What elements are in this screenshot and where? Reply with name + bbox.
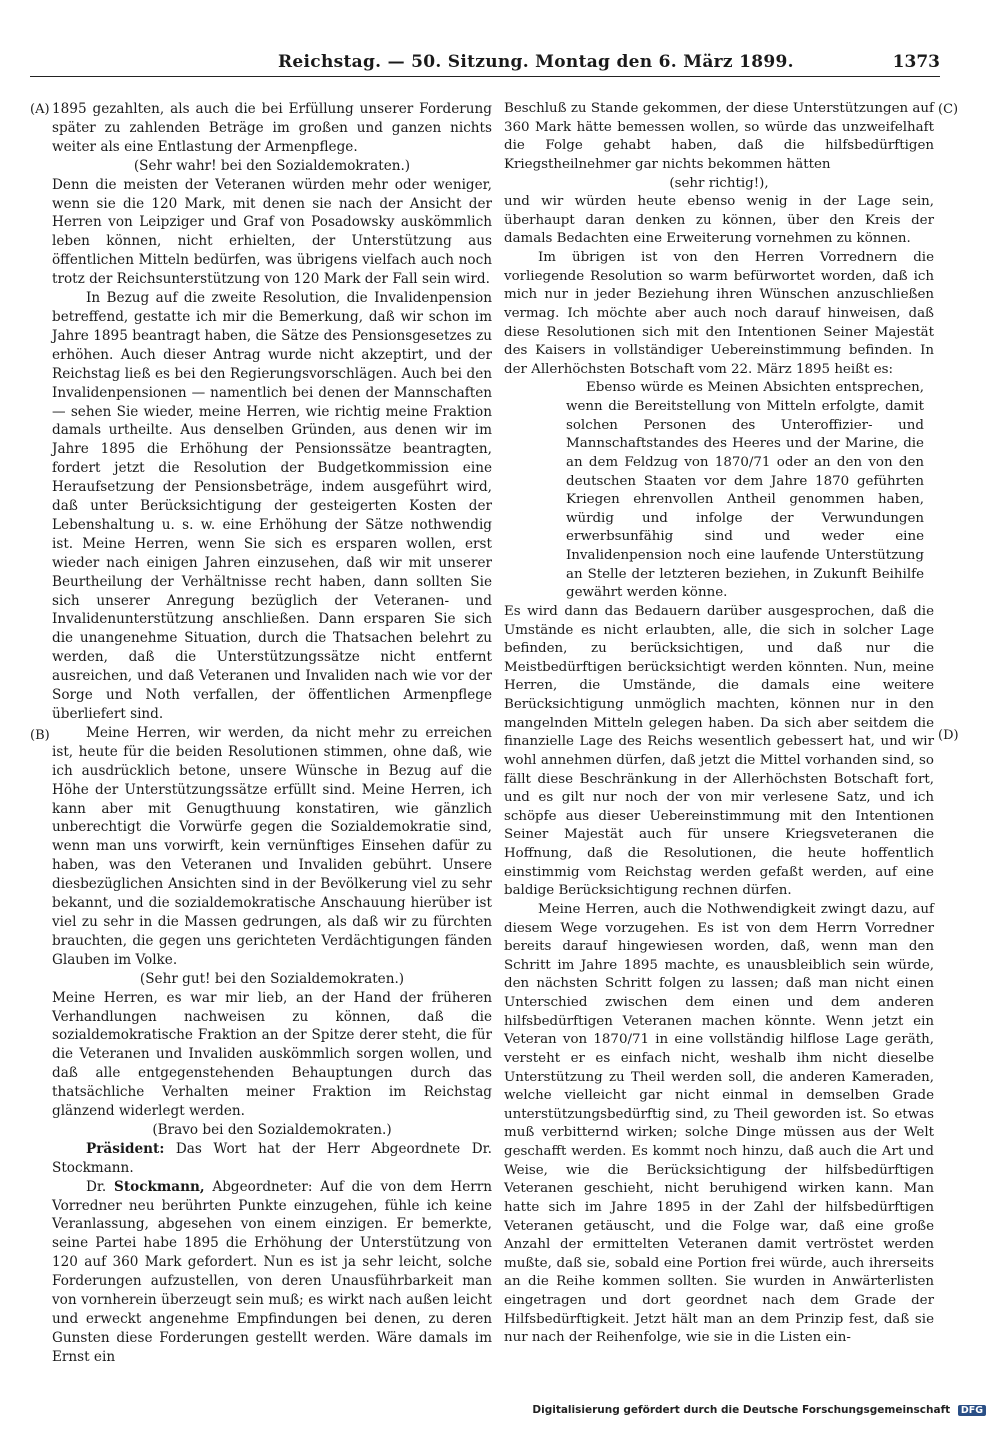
footer-credit [532, 1404, 986, 1416]
right-column [504, 100, 934, 1348]
interjection: (Bravo bei den Sozialdemokraten.) [152, 1121, 392, 1138]
paragraph: Im übrigen ist von den Herren Vorrednern die vorliegende Resolution so warm befürwortet worden, daß ich mich nur in jeder Beziehung ihren Wünschen anzuschließen vermag. Ich möchte aber auch noch darauf hinweisen, daß diese Resolutionen sich mit den Intentionen Seiner Majestät des Kaisers in vollständiger Uebereinstimmung befinden. In der Allerhöchsten Botschaft vom 22. März 1895 heißt es: [504, 250, 934, 377]
paragraph: Es wird dann das Bedauern darüber ausgesprochen, daß die Umstände es nicht erlaubten, alle, die sich in solcher Lage befinden, zu berücksichtigen, und daß nur die Meistbedürftigen berücksichtigt werden könnten. Nun, meine Herren, die Umstände, die damals eine weitere Berücksichtigung unmöglich machten, können nur in den mangelnden Mitteln gelegen haben. Da sich aber seitdem die finanzielle Lage des Reichs wesentlich gebessert hat, und wir wohl annehmen dürfen, daß jetzt die Mittel vorhanden sind, so fällt diese Beschränkung in der Allerhöchsten Botschaft fort, und es gilt nur noch der von mir verlesene Satz, und ich schöpfe aus dieser Uebereinstimmung mit den Intentionen Seiner Majestät auch für unsere Kriegsveteranen die Hoffnung, daß die Resolutionen, die heute hoffentlich einstimmig vom Reichstag werden gefaßt werden, auf eine baldige Berücksichtigung rechnen dürfen. [504, 603, 934, 899]
speaker-label: Stockmann, [114, 1178, 205, 1195]
margin-mark-b: (B) [30, 728, 50, 743]
page-number: 1373 [892, 52, 940, 72]
interjection: (Sehr wahr! bei den Sozialdemokraten.) [133, 157, 411, 174]
speaker-label: Präsident: [86, 1140, 165, 1157]
speaker-paragraph [52, 1178, 492, 1367]
dfg-logo: DFG [958, 1405, 986, 1416]
footer-text: Digitalisierung gefördert durch die Deutsche Forschungsgemeinschaft [532, 1404, 951, 1416]
speaker-title: Dr. [86, 1178, 107, 1195]
margin-mark-c: (C) [938, 102, 959, 117]
block-quote: Ebenso würde es Meinen Absichten entsprechen, wenn die Bereitstellung von Mitteln erfolgte, damit solchen Personen des Unteroffizier- und Mannschaftstandes des Heeres und der Marine, die an dem Feldzug von 1870/71 oder an den von den deutschen Staaten vor dem Jahre 1870 geführten Kriegen ehrenvollen Antheil genommen haben, würdig und infolge der Verwundungen erwerbsunfähig sind und weder eine Invalidenpension noch eine laufende Unterstützung an Stelle der letzteren beziehen, in Zukunft Beihilfe gewährt werden könne. [566, 380, 924, 601]
paragraph: Meine Herren, wir werden, da nicht mehr zu erreichen ist, heute für die beiden Resolutionen stimmen, ohne daß, wie ich ausdrücklich betone, unsere Wünsche in Bezug auf die Höhe der Unterstützungssätze erfüllt sind. Meine Herren, ich kann aber mit Genugthuung konstatiren, wie gänzlich unberechtigt die Vorwürfe gegen die Sozialdemokratie sind, wenn man uns vorwirft, kein vernünftiges Einsehen dafür zu haben, was den Veteranen und Invaliden gebührt. Unsere diesbezüglichen Ansichten sind in der Bevölkerung viel zu sehr bekannt, und die sozialdemokratische Anschauung hierüber ist viel zu sehr in die Massen gedrungen, als daß wir zu fürchten brauchten, die gegen uns gerichteten Verdächtigungen fänden Glauben im Volke. [52, 724, 492, 968]
speaker-paragraph [52, 1140, 492, 1178]
interjection: (Sehr gut! bei den Sozialdemokraten.) [139, 970, 405, 987]
paragraph: Meine Herren, es war mir lieb, an der Hand der früheren Verhandlungen nachweisen zu können, daß die sozialdemokratische Fraktion an der Spitze derer steht, die für die Veteranen und Invaliden auskömmlich sorgen wollen, und daß alle entgegenstehenden Behauptungen durch das thatsächliche Verhalten meiner Fraktion im Reichstag glänzend widerlegt werden. [52, 989, 492, 1120]
paragraph: und wir würden heute ebenso wenig in der Lage sein, überhaupt daran denken zu können, über den Kreis der damals Bedachten eine Erweiterung vornehmen zu können. [504, 194, 934, 247]
interjection: (sehr richtig!), [669, 175, 769, 191]
margin-mark-d: (D) [938, 728, 959, 743]
page-header [30, 50, 940, 77]
paragraph: In Bezug auf die zweite Resolution, die Invalidenpension betreffend, gestatte ich mir die Bemerkung, daß wir schon im Jahre 1895 beantragt haben, die Sätze des Pensionsgesetzes zu erhöhen. Auch dieser Antrag wurde nicht akzeptirt, und der Reichstag ließ es bei den Regierungsvorschlägen. Auch bei den Invalidenpensionen — namentlich bei denen der Mannschaften — sehen Sie wieder, meine Herren, wie richtig meine Fraktion damals urtheilte. Aus denselben Gründen, aus denen wir im Jahre 1895 die Erhöhung der Pensionssätze beantragten, fordert jetzt die Resolution der Budgetkommission eine Heraufsetzung der Pensionsbeträge, indem ausgeführt wird, daß unter Berücksichtigung der gesteigerten Kosten der Lebenshaltung u. s. w. eine Erhöhung der Sätze nothwendig ist. Meine Herren, wenn Sie sich es ersparen wollen, erst wieder nach einigen Jahren einzusehen, daß wir mit unserer Beurtheilung der Verhältnisse recht haben, dann sollten Sie sich unserer Anregung bezüglich der Veteranen- und Invalidenunterstützung anschließen. Dann ersparen Sie sich die unangenehme Situation, durch die Thatsachen belehrt zu werden, daß die Unterstützungssätze nicht entfernt ausreichen, und daß Veteranen und Invaliden nach wie vor der Sorge und Noth verfallen, der öffentlichen Armenpflege überliefert sind. [52, 290, 492, 722]
paragraph: Denn die meisten der Veteranen würden mehr oder weniger, wenn sie die 120 Mark, mit denen sie nach der Ansicht der Herren von Leipziger und Graf von Posadowsky auskömmlich leben können, nicht erhielten, der Unterstützung aus öffentlichen Mitteln bedürfen, was übrigens vielfach auch noch trotz der Reichsunterstützung von 120 Mark der Fall sein wird. [52, 176, 492, 288]
margin-mark-a: (A) [30, 102, 50, 117]
paragraph: Meine Herren, auch die Nothwendigkeit zwingt dazu, auf diesem Wege vorzugehen. Es ist von dem Herrn Vorredner bereits darauf hingewiesen worden, daß, wenn man den Schritt im Jahre 1895 machte, es unausbleiblich sein würde, den nächsten Schritt folgen zu lassen; daß man nicht einen Unterschied zwischen dem einen und dem anderen hilfsbedürftigen Veteranen machen könnte. Wenn jetzt ein Veteran von 1870/71 in eine vollständig hilflose Lage geräth, versteht er es einfach nicht, weshalb ihm nicht dieselbe Unterstützung zu Theil werden soll, die anderen Kameraden, welche vielleicht gar nicht einmal in demselben Grade unterstützungsbedürftig sind, zu Theil geworden ist. So etwas muß verbitternd wirken; solche Dinge müssen aus der Welt geschafft werden. Es kommt noch hinzu, daß auch die Art und Weise, wie die Berücksichtigung der hilfsbedürftigen Veteranen geschieht, nicht beruhigend wirken kann. Man hatte sich im Jahre 1895 in der Zahl der hilfsbedürftigen Veteranen getäuscht, und die Folge war, daß eine große Anzahl der ermittelten Veteranen damit vertröstet werden mußte, daß sie, sobald eine Portion frei würde, auch ihrerseits an die Reihe kommen sollten. Sie wurden in Anwärterlisten eingetragen und dort geordnet nach dem Grade der Hilfsbedürftigkeit. Jetzt hält man an dem Prinzip fest, daß sie nur nach der Reihenfolge, wie sie in die Listen ein- [504, 901, 934, 1346]
paragraph: Beschluß zu Stande gekommen, der diese Unterstützungen auf 360 Mark hätte bemessen wollen, so würde das unzweifelhaft die Folge gehabt haben, daß die hilfsbedürftigen Kriegstheilnehmer gar nichts bekommen hätten [504, 101, 934, 172]
paragraph-text: Das Wort hat der Herr Abgeordnete Dr. Stockmann. [52, 1140, 492, 1176]
paragraph: 1895 gezahlten, als auch die bei Erfüllung unserer Forderung später zu zahlenden Beträge im großen und ganzen nichts weiter als eine Entlastung der Armenpflege. [52, 101, 492, 155]
page-title: Reichstag. — 50. Sitzung. Montag den 6. März 1899. [278, 52, 794, 72]
left-column [52, 100, 492, 1367]
paragraph-text: Abgeordneter: Auf die von dem Herrn Vorredner neu berührten Punkte einzugehen, fühle ich keine Veranlassung, abgesehen von einem einzigen. Er bemerkte, seine Partei habe 1895 die Erhöhung der Unterstützung von 120 auf 360 Mark gefordert. Nun es ist ja sehr leicht, solche Forderungen aufzustellen, von deren Unausführbarkeit man von vornherein überzeugt sein muß; es wirkt nach außen leicht und erweckt angenehme Empfindungen bei denen, zu deren Gunsten diese Forderungen gestellt werden. Wäre damals im Ernst ein [52, 1178, 492, 1365]
